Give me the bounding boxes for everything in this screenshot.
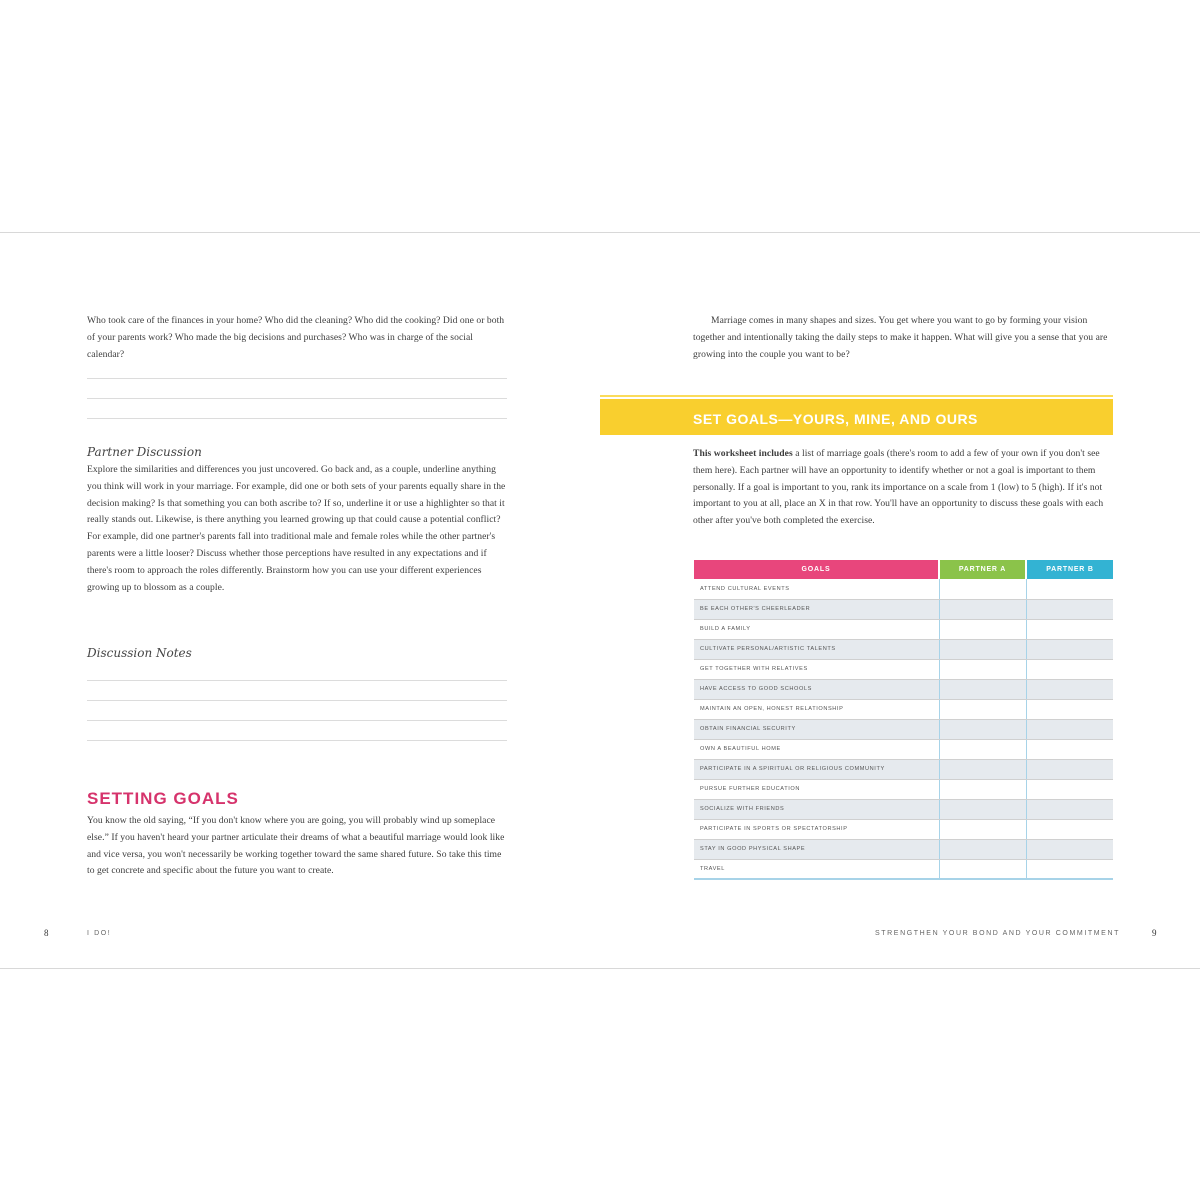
partner-a-cell[interactable] xyxy=(939,739,1026,759)
partner-b-cell[interactable] xyxy=(1026,759,1113,779)
header-partner-b: PARTNER B xyxy=(1026,560,1113,579)
partner-discussion-heading: Partner Discussion xyxy=(87,445,202,459)
goal-label: BE EACH OTHER'S CHEERLEADER xyxy=(694,599,939,619)
partner-b-cell[interactable] xyxy=(1026,599,1113,619)
table-row xyxy=(694,819,1113,839)
header-partner-a: PARTNER A xyxy=(939,560,1026,579)
table-row xyxy=(694,599,1113,619)
discussion-notes-heading: Discussion Notes xyxy=(87,646,192,660)
notes-line[interactable] xyxy=(87,701,507,721)
partner-a-cell[interactable] xyxy=(939,619,1026,639)
partner-a-cell[interactable] xyxy=(939,599,1026,619)
goal-label: PARTICIPATE IN SPORTS OR SPECTATORSHIP xyxy=(694,819,939,839)
partner-a-cell[interactable] xyxy=(939,579,1026,599)
partner-a-cell[interactable] xyxy=(939,839,1026,859)
partner-a-cell[interactable] xyxy=(939,659,1026,679)
table-row xyxy=(694,839,1113,859)
right-intro-paragraph: Marriage comes in many shapes and sizes. You get where you want to go by forming your vision together and intentionally taking the daily steps to make it happen. What will give you a sense that you are growing into the couple you want to be? xyxy=(693,315,1108,360)
partner-a-cell[interactable] xyxy=(939,699,1026,719)
running-head-right: STRENGTHEN YOUR BOND AND YOUR COMMITMENT xyxy=(875,930,1120,937)
goal-label: PARTICIPATE IN A SPIRITUAL OR RELIGIOUS COMMUNITY xyxy=(694,759,939,779)
goals-table-header xyxy=(694,560,1113,579)
notes-line[interactable] xyxy=(87,661,507,681)
notes-lines[interactable] xyxy=(87,661,507,741)
table-row xyxy=(694,799,1113,819)
table-row xyxy=(694,619,1113,639)
goal-label: OBTAIN FINANCIAL SECURITY xyxy=(694,719,939,739)
partner-b-cell[interactable] xyxy=(1026,719,1113,739)
partner-b-cell[interactable] xyxy=(1026,779,1113,799)
right-page xyxy=(600,233,1200,970)
worksheet-text: a list of marriage goals (there's room to add a few of your own if you don't see them here). Each partner will have an opportunity to identify whether or not a goal is important to them personally. If a goal is important to you, rank its importance on a scale from 1 (low) to 5 (high). If it's not important to you at all, place an X in that row. You'll have an opportunity to discuss these goals with each other after you've both completed the exercise. xyxy=(693,448,1104,527)
goal-label: BUILD A FAMILY xyxy=(694,619,939,639)
answer-line[interactable] xyxy=(87,379,507,399)
partner-b-cell[interactable] xyxy=(1026,819,1113,839)
goal-label: HAVE ACCESS TO GOOD SCHOOLS xyxy=(694,679,939,699)
partner-a-cell[interactable] xyxy=(939,799,1026,819)
goal-label: OWN A BEAUTIFUL HOME xyxy=(694,739,939,759)
table-row xyxy=(694,699,1113,719)
goal-label: CULTIVATE PERSONAL/ARTISTIC TALENTS xyxy=(694,639,939,659)
page-number-right: 9 xyxy=(1152,928,1157,938)
book-spread xyxy=(0,232,1200,969)
notes-line[interactable] xyxy=(87,681,507,701)
intro-paragraph: Who took care of the finances in your home? Who did the cleaning? Who did the cooking? Did one or both of your parents work? Who made the big decisions and purchases? Who was in charge of the social calendar? xyxy=(87,315,505,360)
answer-line[interactable] xyxy=(87,359,507,379)
partner-a-cell[interactable] xyxy=(939,819,1026,839)
table-row xyxy=(694,719,1113,739)
goal-label: ATTEND CULTURAL EVENTS xyxy=(694,579,939,599)
table-row xyxy=(694,739,1113,759)
partner-b-cell[interactable] xyxy=(1026,679,1113,699)
partner-a-cell[interactable] xyxy=(939,779,1026,799)
answer-lines[interactable] xyxy=(87,359,507,419)
answer-line[interactable] xyxy=(87,399,507,419)
setting-goals-heading: SETTING GOALS xyxy=(87,789,239,808)
partner-b-cell[interactable] xyxy=(1026,619,1113,639)
partner-a-cell[interactable] xyxy=(939,759,1026,779)
goals-banner-stripe xyxy=(600,395,1113,399)
partner-a-cell[interactable] xyxy=(939,859,1026,879)
table-row xyxy=(694,579,1113,599)
goal-label: TRAVEL xyxy=(694,859,939,879)
worksheet-instructions xyxy=(693,446,1111,530)
setting-goals-text: You know the old saying, “If you don't know where you are going, you will probably wind up someplace else.” If you haven't heard your partner articulate their dreams of what a beautiful marriage would look like and vice versa, you won't necessarily be working together toward the same shared future. So take this time to get concrete and specific about the future you want to create. xyxy=(87,815,505,877)
table-row xyxy=(694,679,1113,699)
goals-table xyxy=(694,560,1113,880)
partner-discussion-text: Explore the similarities and differences you just uncovered. Go back and, as a couple, underline anything you think will work in your marriage. For example, did one or both sets of your parents equally share in the decision making? Is that something you can both ascribe to? If so, underline it or use a highlighter so that it really stands out. Likewise, is there anything you learned growing up that could cause a potential conflict? For example, did one partner's parents fall into traditional male and female roles while the other partner's parents were a little looser? Discuss whether those perceptions have resulted in any expectations and if there's room to approach the roles differently. Brainstorm how you can use your different experiences growing up to blossom as a couple. xyxy=(87,464,506,593)
partner-b-cell[interactable] xyxy=(1026,699,1113,719)
page-number-left: 8 xyxy=(44,928,49,938)
table-row xyxy=(694,779,1113,799)
table-row xyxy=(694,659,1113,679)
worksheet-lead: This worksheet includes xyxy=(693,448,793,459)
goal-label: PURSUE FURTHER EDUCATION xyxy=(694,779,939,799)
partner-b-cell[interactable] xyxy=(1026,659,1113,679)
goals-banner-title: SET GOALS—YOURS, MINE, AND OURS xyxy=(693,411,978,427)
partner-a-cell[interactable] xyxy=(939,679,1026,699)
header-goals: GOALS xyxy=(694,560,939,579)
partner-b-cell[interactable] xyxy=(1026,739,1113,759)
table-row xyxy=(694,859,1113,879)
partner-b-cell[interactable] xyxy=(1026,839,1113,859)
goal-label: STAY IN GOOD PHYSICAL SHAPE xyxy=(694,839,939,859)
left-page xyxy=(0,233,600,970)
partner-b-cell[interactable] xyxy=(1026,579,1113,599)
table-row xyxy=(694,639,1113,659)
notes-line[interactable] xyxy=(87,721,507,741)
partner-b-cell[interactable] xyxy=(1026,859,1113,879)
partner-b-cell[interactable] xyxy=(1026,639,1113,659)
goal-label: SOCIALIZE WITH FRIENDS xyxy=(694,799,939,819)
goal-label: MAINTAIN AN OPEN, HONEST RELATIONSHIP xyxy=(694,699,939,719)
partner-b-cell[interactable] xyxy=(1026,799,1113,819)
partner-a-cell[interactable] xyxy=(939,719,1026,739)
table-row xyxy=(694,759,1113,779)
goal-label: GET TOGETHER WITH RELATIVES xyxy=(694,659,939,679)
partner-a-cell[interactable] xyxy=(939,639,1026,659)
running-head-left: I DO! xyxy=(87,930,112,937)
